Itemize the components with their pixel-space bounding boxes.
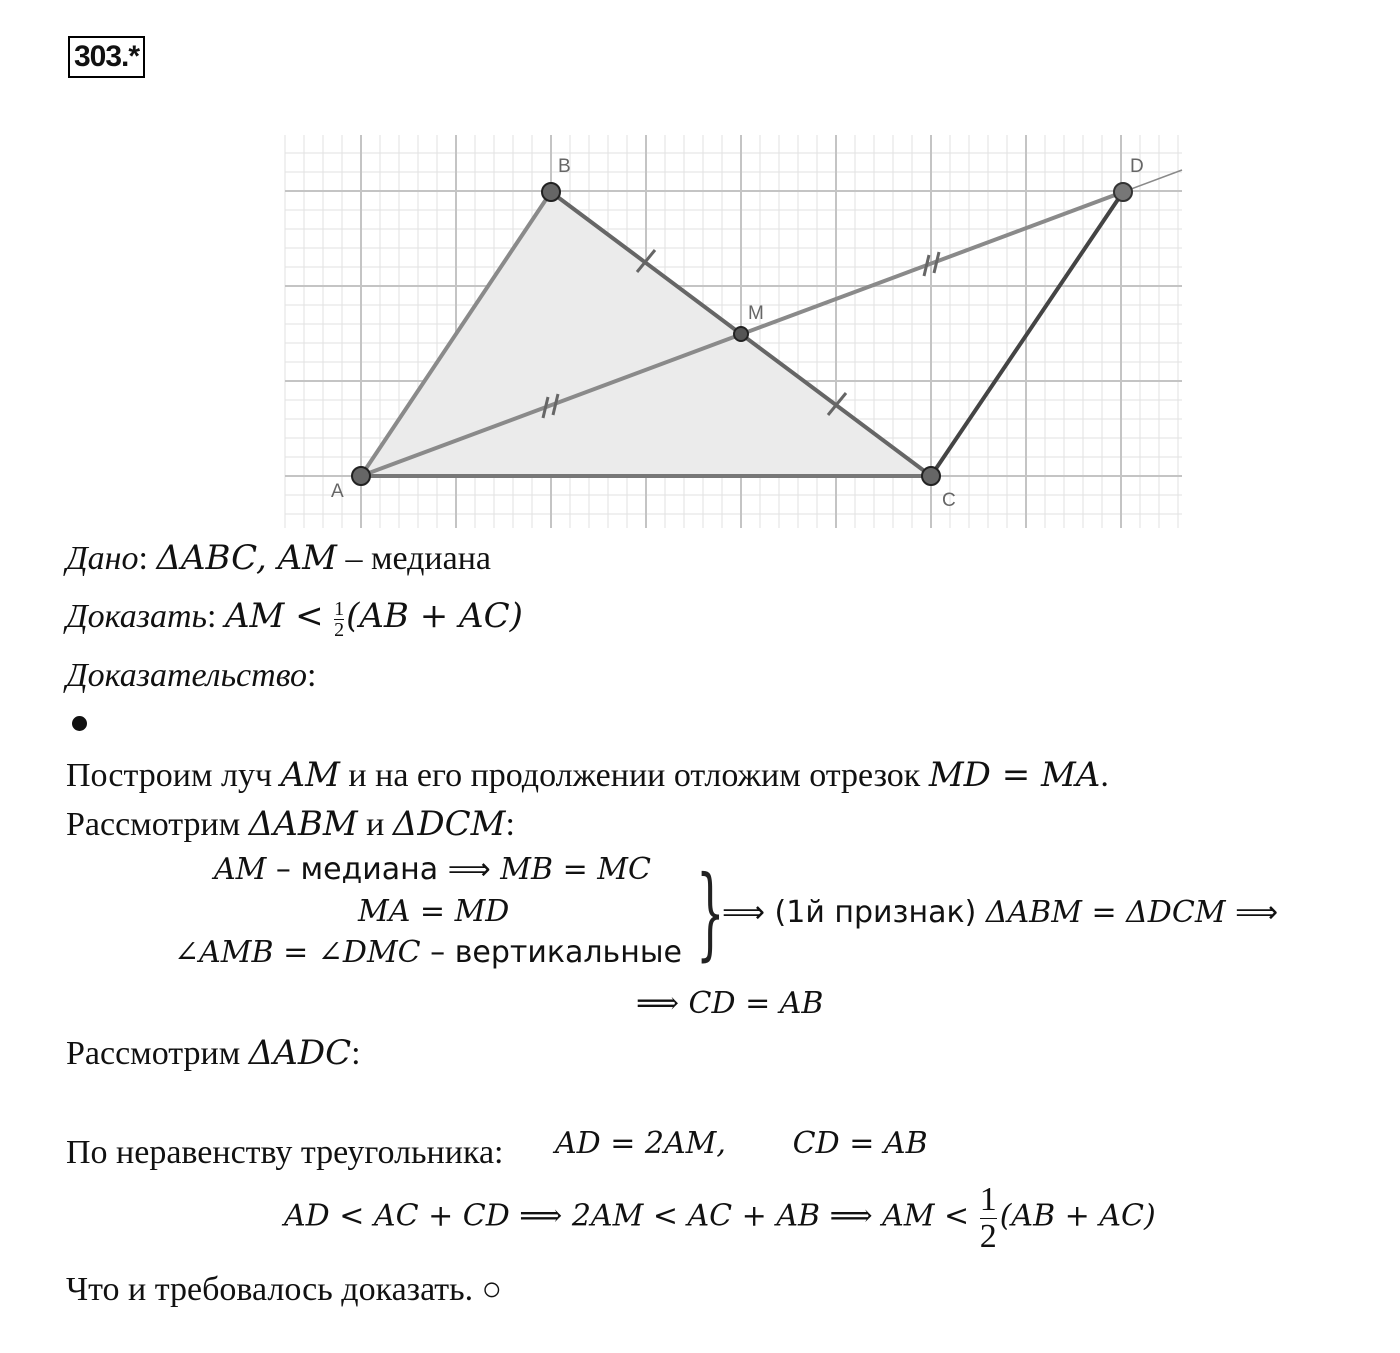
point-b	[542, 183, 560, 201]
given-rest: – медиана	[336, 540, 491, 577]
point-c	[922, 467, 940, 485]
point-d	[1114, 183, 1132, 201]
given-math: ΔABC, AM	[156, 538, 337, 578]
prove-label: Доказать	[66, 598, 207, 635]
problem-number: 303.*	[68, 36, 145, 78]
final-fraction: $\frac{1}{2}$	[979, 1181, 997, 1255]
equalities-line: AD = 2AM, CD = AB	[555, 1126, 928, 1161]
label-b: B	[558, 156, 571, 177]
given-line: Дано: ΔABC, AM – медиана	[66, 538, 491, 578]
label-a: A	[331, 481, 344, 502]
label-m: M	[748, 303, 764, 324]
label-d: D	[1130, 156, 1144, 177]
final-inequality: AD < AC + CD ⟹ 2AM < AC + AB ⟹ AM < $\frac{1}{2}$ (AB + AC)	[284, 1181, 1156, 1255]
qed-line: Что и требовалось доказать. ○	[66, 1271, 503, 1308]
bullet-icon	[72, 716, 87, 731]
conclusion-congruence: ⟹ (1й признак) ΔABM = ΔDCM ⟹	[722, 895, 1279, 930]
consider-abm-dcm-line: Рассмотрим ΔABM и ΔDCM:	[66, 804, 515, 844]
condition-vertical-angles: ∠AMB = ∠DMC – вертикальные	[174, 935, 682, 970]
proof-label: Доказательство	[66, 657, 308, 694]
prove-rhs: (AB + AC)	[346, 596, 523, 636]
label-c: C	[942, 490, 956, 511]
prove-line: Доказать: AM < $\frac{1}{2}$ (AB + AC)	[66, 596, 523, 641]
consider-adc-line: Рассмотрим ΔADC:	[66, 1033, 361, 1073]
construct-line: Построим луч AM и на его продолжении отложим отрезок MD = MA.	[66, 755, 1109, 795]
given-label: Дано	[66, 540, 139, 577]
condition-ma-md: MA = MD	[358, 894, 510, 929]
geometry-figure	[0, 0, 1400, 540]
point-m	[734, 327, 748, 341]
prove-fraction: $\frac{1}{2}$	[334, 597, 345, 641]
proof-label-line: Доказательство:	[66, 657, 317, 694]
right-brace: }	[696, 854, 725, 971]
condition-median: AM – медиана ⟹ MB = MC	[214, 852, 651, 887]
triangle-inequality-label: По неравенству треугольника:	[66, 1134, 504, 1171]
prove-lhs: AM <	[224, 596, 324, 636]
point-a	[352, 467, 370, 485]
result-cd-ab: ⟹ CD = AB	[636, 986, 824, 1021]
